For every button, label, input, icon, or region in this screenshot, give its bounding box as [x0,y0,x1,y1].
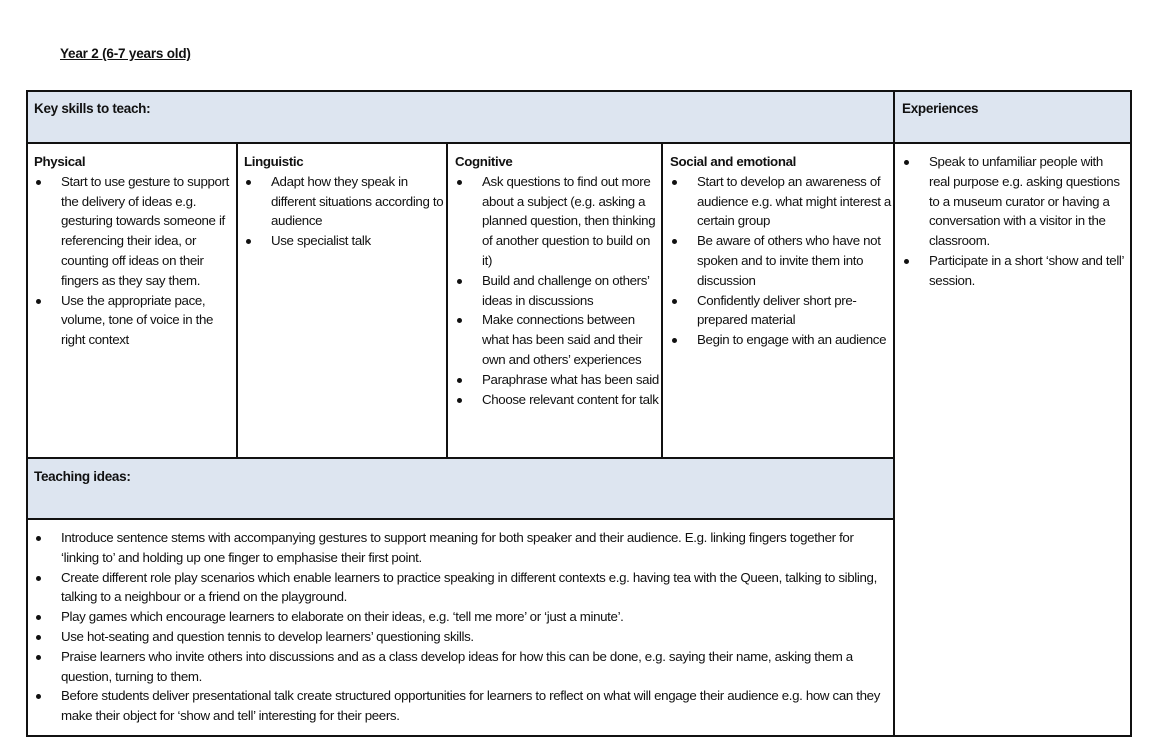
list-item: Start to use gesture to support the delivery of ideas e.g. gesturing towards someone if referencing their idea, or counting off ideas on their fingers as they say them. [26,172,236,291]
teaching-ideas-content [26,528,894,726]
skills-column-physical [26,152,236,350]
column-title: Physical [34,154,86,169]
skills-bottom-divider [26,457,894,459]
header-row-divider [26,142,1132,144]
key-skills-header-label: Key skills to teach: [34,101,151,116]
key-skills-header [26,91,894,143]
list-item: Use the appropriate pace, volume, tone of voice in the right context [26,291,236,350]
bullet-list [447,172,661,410]
list-item: Start to develop an awareness of audience e.g. what might interest a certain group [662,172,893,231]
skills-column-cognitive [447,152,661,409]
skills-column-linguistic [236,152,446,251]
teaching-ideas-header-label: Teaching ideas: [34,469,131,484]
list-item: Paraphrase what has been said [447,370,661,390]
list-item: Build and challenge on others’ ideas in discussions [447,271,661,311]
experiences-header-label: Experiences [902,101,979,116]
list-item: Make connections between what has been said and their own and others’ experiences [447,310,661,369]
bullet-list [236,172,446,251]
experiences-content [894,152,1131,291]
list-item: Begin to engage with an audience [662,330,893,350]
list-item: Speak to unfamiliar people with real purpose e.g. asking questions to a museum curator or having a conversation with a visitor in the classroom. [894,152,1131,251]
bullet-list [26,172,236,350]
list-item: Use specialist talk [236,231,446,251]
column-title: Cognitive [455,154,513,169]
teaching-header-divider [26,518,894,520]
list-item: Confidently deliver short pre-prepared material [662,291,893,331]
bullet-list [26,528,894,726]
page-title: Year 2 (6-7 years old) [60,46,191,61]
list-item: Ask questions to find out more about a subject (e.g. asking a planned question, then thinking of another question to build on it) [447,172,661,271]
list-item: Participate in a short ‘show and tell’ session. [894,251,1131,291]
list-item: Create different role play scenarios which enable learners to practice speaking in different contexts e.g. having tea with the Queen, talking to sibling, talking to a neighbour or a friend on the playground. [26,568,894,608]
list-item: Play games which encourage learners to elaborate on their ideas, e.g. ‘tell me more’ or ‘just a minute’. [26,607,894,627]
skills-column-social-emotional [662,152,893,350]
teaching-ideas-header [26,458,894,519]
list-item: Introduce sentence stems with accompanying gestures to support meaning for both speaker and their audience. E.g. linking fingers together for ‘linking to’ and holding up one finger to emphasise their first point. [26,528,894,568]
list-item: Adapt how they speak in different situations according to audience [236,172,446,231]
bullet-list [662,172,893,350]
list-item: Be aware of others who have not spoken and to invite them into discussion [662,231,893,290]
bullet-list [894,152,1131,291]
table-border-bottom [26,735,1132,737]
table-border-top [26,90,1132,92]
list-item: Use hot-seating and question tennis to develop learners’ questioning skills. [26,627,894,647]
column-title: Social and emotional [670,154,796,169]
list-item: Choose relevant content for talk [447,390,661,410]
column-title: Linguistic [244,154,304,169]
list-item: Before students deliver presentational talk create structured opportunities for learners to reflect on what will engage their audience e.g. how can they make their object for ‘show and tell’ interesting for their peers. [26,686,894,726]
list-item: Praise learners who invite others into discussions and as a class develop ideas for how this can be done, e.g. saying their name, asking them a question, turning to them. [26,647,894,687]
experiences-header [894,91,1131,143]
